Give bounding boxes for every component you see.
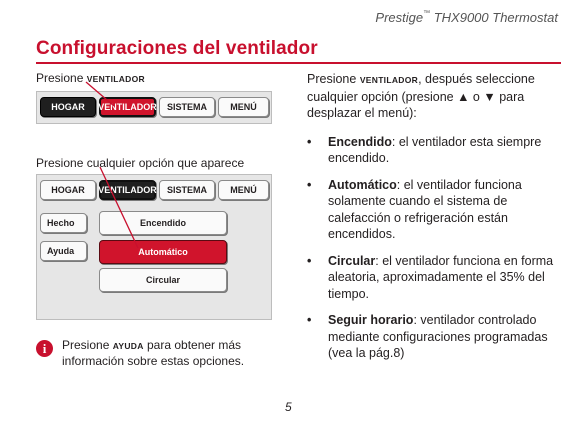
list-item [307,253,562,303]
bullet-term: Encendido [328,134,392,149]
list-item [307,177,562,243]
model-name: THX9000 Thermostat [430,10,558,25]
intro-prefix: Presione [307,72,360,86]
intro-paragraph [307,71,562,122]
menu-button[interactable]: MENÚ [218,180,269,200]
instructions-column [307,71,562,372]
panel1-caption-text: Presione [36,71,87,85]
home-button[interactable]: HOGAR [40,97,96,117]
bullet-term: Seguir horario [328,313,414,327]
fan-button[interactable]: VENTILADOR [99,97,156,117]
help-note-prefix: Presione [62,338,113,352]
panel1-caption-key: VENTILADOR [86,74,145,84]
brand-name: Prestige [375,10,424,25]
help-button[interactable]: Ayuda [40,241,87,261]
home-button[interactable]: HOGAR [40,180,96,200]
done-button[interactable]: Hecho [40,213,87,233]
fan-button[interactable]: VENTILADOR [99,180,156,200]
bullet-dot: • [307,177,312,192]
fan-options-list [307,134,562,362]
bullet-text: : el ventilador funciona solamente cuando el sistema de calefacción o refrigeración están encendidos. [328,177,522,241]
panel2-caption: Presione cualquier opción que aparece [36,156,245,170]
bullet-dot: • [307,134,312,149]
bullet-dot: • [307,253,312,268]
page-number: 5 [285,400,292,414]
help-note [62,338,272,369]
fan-option-circulate[interactable]: Circular [99,268,227,292]
help-note-suffix: para obtener más información sobre estas opciones. [62,338,245,368]
menu-button[interactable]: MENÚ [218,97,269,117]
page-title: Configuraciones del ventilador [36,38,318,59]
bullet-term: Circular [328,253,376,268]
help-note-key: AYUDA [112,341,144,351]
trademark-symbol: ™ [423,10,431,17]
bullet-term: Automático [328,177,397,192]
intro-suffix: , después seleccione cualquier opción (presione ▲ o ▼ para desplazar el menú): [307,72,535,120]
callout-line-2 [100,167,138,248]
system-button[interactable]: SISTEMA [159,180,215,200]
bullet-text: : el ventilador esta siempre encendido. [328,134,542,165]
info-icon: i [36,340,53,357]
fan-option-on[interactable]: Encendido [99,211,227,235]
list-item [307,134,562,167]
system-button[interactable]: SISTEMA [159,97,215,117]
bullet-dot: • [307,313,312,327]
list-item [307,312,562,362]
callout-line-1 [86,82,114,106]
fan-option-auto[interactable]: Automático [99,240,227,264]
bullet-text: : el ventilador funciona en forma aleatoria, aproximadamente el 35% del tiempo. [328,253,554,301]
bullet-text: : ventilador controlado mediante configuraciones programadas (vea la pág.8) [328,313,548,360]
intro-key: VENTILADOR [359,75,419,85]
